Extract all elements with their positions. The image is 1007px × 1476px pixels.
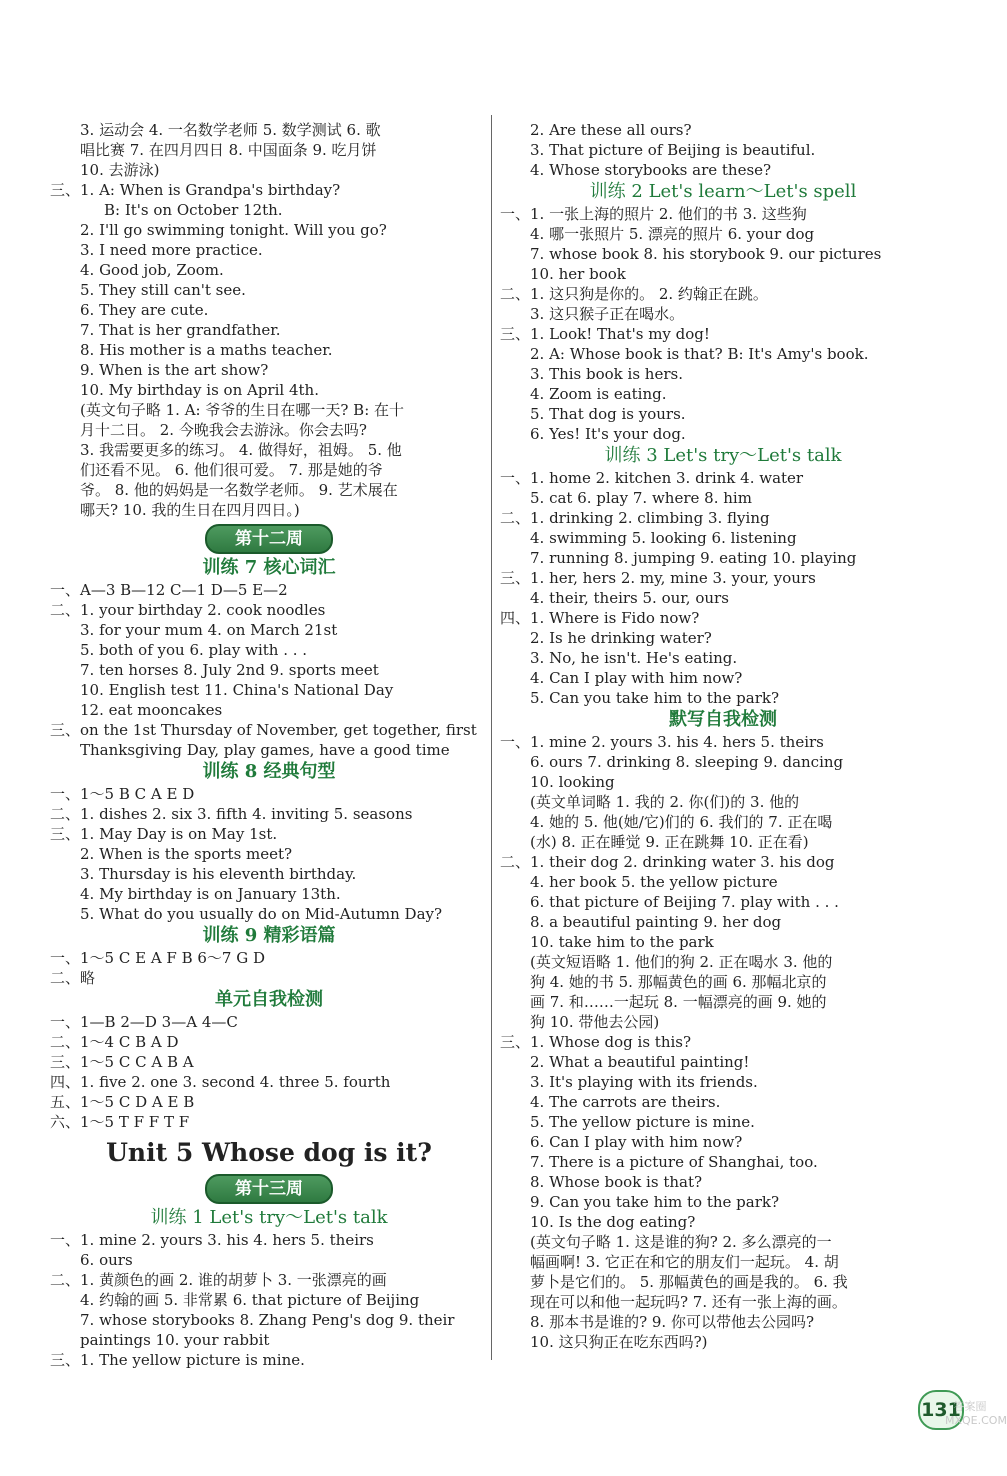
answer-line: 6. They are cute. (80, 301, 209, 319)
answer-line: 8. Whose book is that? (530, 1173, 703, 1191)
answer-line: 5. What do you usually do on Mid-Autumn Day? (80, 905, 443, 923)
answer-line: 3. That picture of Beijing is beautiful. (530, 141, 816, 159)
answer-line: 4. Zoom is eating. (530, 385, 667, 403)
answer-line: 6. Yes! It's your dog. (530, 425, 686, 443)
right-answer-column (500, 120, 946, 1352)
answer-line: 6. ours (80, 1251, 133, 1269)
section-title: 训练 8 经典句型 (202, 761, 336, 782)
answer-line: B: It's on October 12th. (104, 201, 283, 219)
answer-line: 2. A: Whose book is that? B: It's Amy's book. (530, 345, 869, 363)
answer-line: 一、1—B 2—D 3—A 4—C (50, 1013, 238, 1031)
answer-line: 4. My birthday is on January 13th. (80, 885, 341, 903)
answer-line: 5. both of you 6. play with . . . (80, 641, 308, 659)
answer-line: 3. Thursday is his eleventh birthday. (80, 865, 357, 883)
answer-line: 一、1. 一张上海的照片 2. 他们的书 3. 这些狗 (500, 205, 807, 223)
answer-line: 狗 10. 带他去公园) (530, 1013, 660, 1031)
answer-line: 现在可以和他一起玩吗? 7. 还有一张上海的画。 (530, 1293, 847, 1311)
answer-line: 12. eat mooncakes (80, 701, 223, 719)
answer-line: 8. a beautiful painting 9. her dog (530, 913, 782, 931)
answer-line: 3. It's playing with its friends. (530, 1073, 758, 1091)
answer-line: 三、1. A: When is Grandpa's birthday? (50, 181, 341, 199)
answer-line: 一、1～5 B C A E D (50, 785, 195, 803)
answer-line: 10. her book (530, 265, 626, 283)
week-banner: 第十三周 (205, 1174, 333, 1204)
answer-line: 5. Can you take him to the park? (530, 689, 780, 707)
answer-line: 10. My birthday is on April 4th. (80, 381, 319, 399)
answer-line: 10. Is the dog eating? (530, 1213, 696, 1231)
answer-line: 2. Is he drinking water? (530, 629, 712, 647)
answer-line: 4. Can I play with him now? (530, 669, 743, 687)
section-title: 训练 2 Let's learn～Let's spell (589, 181, 857, 202)
section-title: 单元自我检测 (215, 989, 323, 1010)
answer-line: 二、1. drinking 2. climbing 3. flying (500, 509, 770, 527)
answer-line: 二、1. 这只狗是你的。 2. 约翰正在跳。 (500, 285, 768, 303)
answer-line: 7. whose book 8. his storybook 9. our pictures (530, 245, 882, 263)
answer-line: 幅画啊! 3. 它正在和它的朋友们一起玩。 4. 胡 (530, 1253, 839, 1271)
answer-line: 4. their, theirs 5. our, ours (530, 589, 729, 607)
answer-line: 哪天? 10. 我的生日在四月四日。) (80, 501, 300, 519)
answer-line: paintings 10. your rabbit (80, 1331, 270, 1349)
column-divider (491, 115, 492, 1360)
answer-line: 5. The yellow picture is mine. (530, 1113, 755, 1131)
section-title: 默写自我检测 (669, 709, 777, 730)
answer-line: 唱比赛 7. 在四月四日 8. 中国面条 9. 吃月饼 (80, 141, 377, 159)
answer-line: 二、1. your birthday 2. cook noodles (50, 601, 326, 619)
answer-line: 9. Can you take him to the park? (530, 1193, 780, 1211)
answer-line: 10. English test 11. China's National Day (80, 681, 394, 699)
answer-line: 4. Whose storybooks are these? (530, 161, 772, 179)
answer-line: 7. There is a picture of Shanghai, too. (530, 1153, 818, 1171)
answer-line: 萝卜是它们的。 5. 那幅黄色的画是我的。 6. 我 (530, 1273, 848, 1291)
answer-line: 三、1. her, hers 2. my, mine 3. your, yours (500, 569, 816, 587)
answer-line: 5. They still can't see. (80, 281, 246, 299)
answer-line: 4. her book 5. the yellow picture (530, 873, 778, 891)
watermark-logo: 答案圈 MXQE.COM (945, 1400, 1007, 1427)
answer-line: 一、1. mine 2. yours 3. his 4. hers 5. theirs (50, 1231, 374, 1249)
answer-line: 10. 这只狗正在吃东西吗?) (530, 1333, 708, 1351)
answer-line: 五、1～5 C D A E B (50, 1093, 195, 1111)
answer-line: 六、1～5 T F F T F (50, 1113, 190, 1131)
answer-line: (英文单词略 1. 我的 2. 你(们)的 3. 他的 (530, 793, 800, 811)
answer-line: 三、on the 1st Thursday of November, get together, first (50, 721, 477, 739)
answer-line: 4. 约翰的画 5. 非常累 6. that picture of Beijing (80, 1291, 420, 1309)
answer-line: 4. swimming 5. looking 6. listening (530, 529, 797, 547)
section-title: 训练 9 精彩语篇 (202, 925, 336, 946)
answer-line: (英文短语略 1. 他们的狗 2. 正在喝水 3. 他的 (530, 953, 833, 971)
answer-line: 10. 去游泳) (80, 161, 160, 179)
answer-line: (英文句子略 1. 这是谁的狗? 2. 多么漂亮的一 (530, 1233, 832, 1251)
answer-line: 8. 那本书是谁的? 9. 你可以带他去公园吗? (530, 1313, 815, 1331)
answer-line: 月十二日。 2. 今晚我会去游泳。你会去吗? (80, 421, 367, 439)
answer-line: 2. I'll go swimming tonight. Will you go? (80, 221, 387, 239)
answer-line: 6. Can I play with him now? (530, 1133, 743, 1151)
answer-line: 6. that picture of Beijing 7. play with . . . (530, 893, 839, 911)
answer-line: 2. Are these all ours? (530, 121, 692, 139)
section-title: 训练 7 核心词汇 (202, 557, 336, 578)
answer-line: 10. looking (530, 773, 615, 791)
answer-line: 3. I need more practice. (80, 241, 263, 259)
answer-line: 三、1. Look! That's my dog! (500, 325, 710, 343)
answer-line: 狗 4. 她的书 5. 那幅黄色的画 6. 那幅北京的 (530, 973, 827, 991)
week-banner: 第十二周 (205, 524, 333, 554)
answer-line: 9. When is the art show? (80, 361, 269, 379)
answer-line: 三、1. May Day is on May 1st. (50, 825, 278, 843)
left-answer-column (50, 120, 488, 1370)
page-number: 131 (918, 1390, 964, 1430)
answer-line: 三、1. Whose dog is this? (500, 1033, 692, 1051)
answer-line: 三、1～5 C C A B A (50, 1053, 194, 1071)
answer-line: 二、1. dishes 2. six 3. fifth 4. inviting 5. seasons (50, 805, 413, 823)
answer-line: 画 7. 和……一起玩 8. 一幅漂亮的画 9. 她的 (530, 993, 827, 1011)
answer-line: 3. 运动会 4. 一名数学老师 5. 数学测试 6. 歌 (80, 121, 381, 139)
answer-line: 二、1～4 C B A D (50, 1033, 179, 1051)
section-title: 训练 1 Let's try～Let's talk (150, 1207, 388, 1228)
answer-line: 一、A—3 B—12 C—1 D—5 E—2 (50, 581, 288, 599)
answer-line: 7. That is her grandfather. (80, 321, 281, 339)
answer-line: 二、1. 黄颜色的画 2. 谁的胡萝卜 3. 一张漂亮的画 (50, 1271, 387, 1289)
answer-line: 3. This book is hers. (530, 365, 683, 383)
answer-line: 3. 我需要更多的练习。 4. 做得好，祖姆。 5. 他 (80, 441, 402, 459)
answer-line: 10. take him to the park (530, 933, 714, 951)
answer-line: 二、1. their dog 2. drinking water 3. his dog (500, 853, 835, 871)
answer-line: 5. cat 6. play 7. where 8. him (530, 489, 752, 507)
answer-line: 3. for your mum 4. on March 21st (80, 621, 338, 639)
answer-line: 4. Good job, Zoom. (80, 261, 224, 279)
answer-line: 三、1. The yellow picture is mine. (50, 1351, 305, 1369)
answer-line: 4. 她的 5. 他(她/它)们的 6. 我们的 7. 正在喝 (530, 813, 833, 831)
answer-line: 3. No, he isn't. He's eating. (530, 649, 738, 667)
answer-line: 2. When is the sports meet? (80, 845, 293, 863)
answer-line: 四、1. Where is Fido now? (500, 609, 700, 627)
answer-line: 一、1. home 2. kitchen 3. drink 4. water (500, 469, 804, 487)
answer-line: 4. 哪一张照片 5. 漂亮的照片 6. your dog (530, 225, 815, 243)
answer-line: 7. ten horses 8. July 2nd 9. sports meet (80, 661, 379, 679)
answer-line: 一、1～5 C E A F B 6～7 G D (50, 949, 266, 967)
answer-line: Thanksgiving Day, play games, have a good time (80, 741, 450, 759)
answer-line: 7. running 8. jumping 9. eating 10. playing (530, 549, 857, 567)
answer-line: (水) 8. 正在睡觉 9. 正在跳舞 10. 正在看) (530, 833, 809, 851)
section-title: 训练 3 Let's try～Let's talk (604, 445, 842, 466)
answer-line: 们还看不见。 6. 他们很可爱。 7. 那是她的爷 (80, 461, 383, 479)
answer-line: 2. What a beautiful painting! (530, 1053, 750, 1071)
unit-title: Unit 5 Whose dog is it? (106, 1138, 432, 1167)
answer-line: 二、略 (50, 969, 96, 987)
answer-line: 一、1. mine 2. yours 3. his 4. hers 5. theirs (500, 733, 824, 751)
answer-line: 8. His mother is a maths teacher. (80, 341, 333, 359)
answer-line: (英文句子略 1. A: 爷爷的生日在哪一天? B: 在十 (80, 401, 405, 419)
answer-line: 7. whose storybooks 8. Zhang Peng's dog 9. their (80, 1311, 455, 1329)
answer-line: 5. That dog is yours. (530, 405, 686, 423)
answer-line: 3. 这只猴子正在喝水。 (530, 305, 685, 323)
answer-line: 4. The carrots are theirs. (530, 1093, 721, 1111)
answer-line: 爷。 8. 他的妈妈是一名数学老师。 9. 艺术展在 (80, 481, 398, 499)
answer-line: 6. ours 7. drinking 8. sleeping 9. dancing (530, 753, 844, 771)
answer-line: 四、1. five 2. one 3. second 4. three 5. fourth (50, 1073, 391, 1091)
